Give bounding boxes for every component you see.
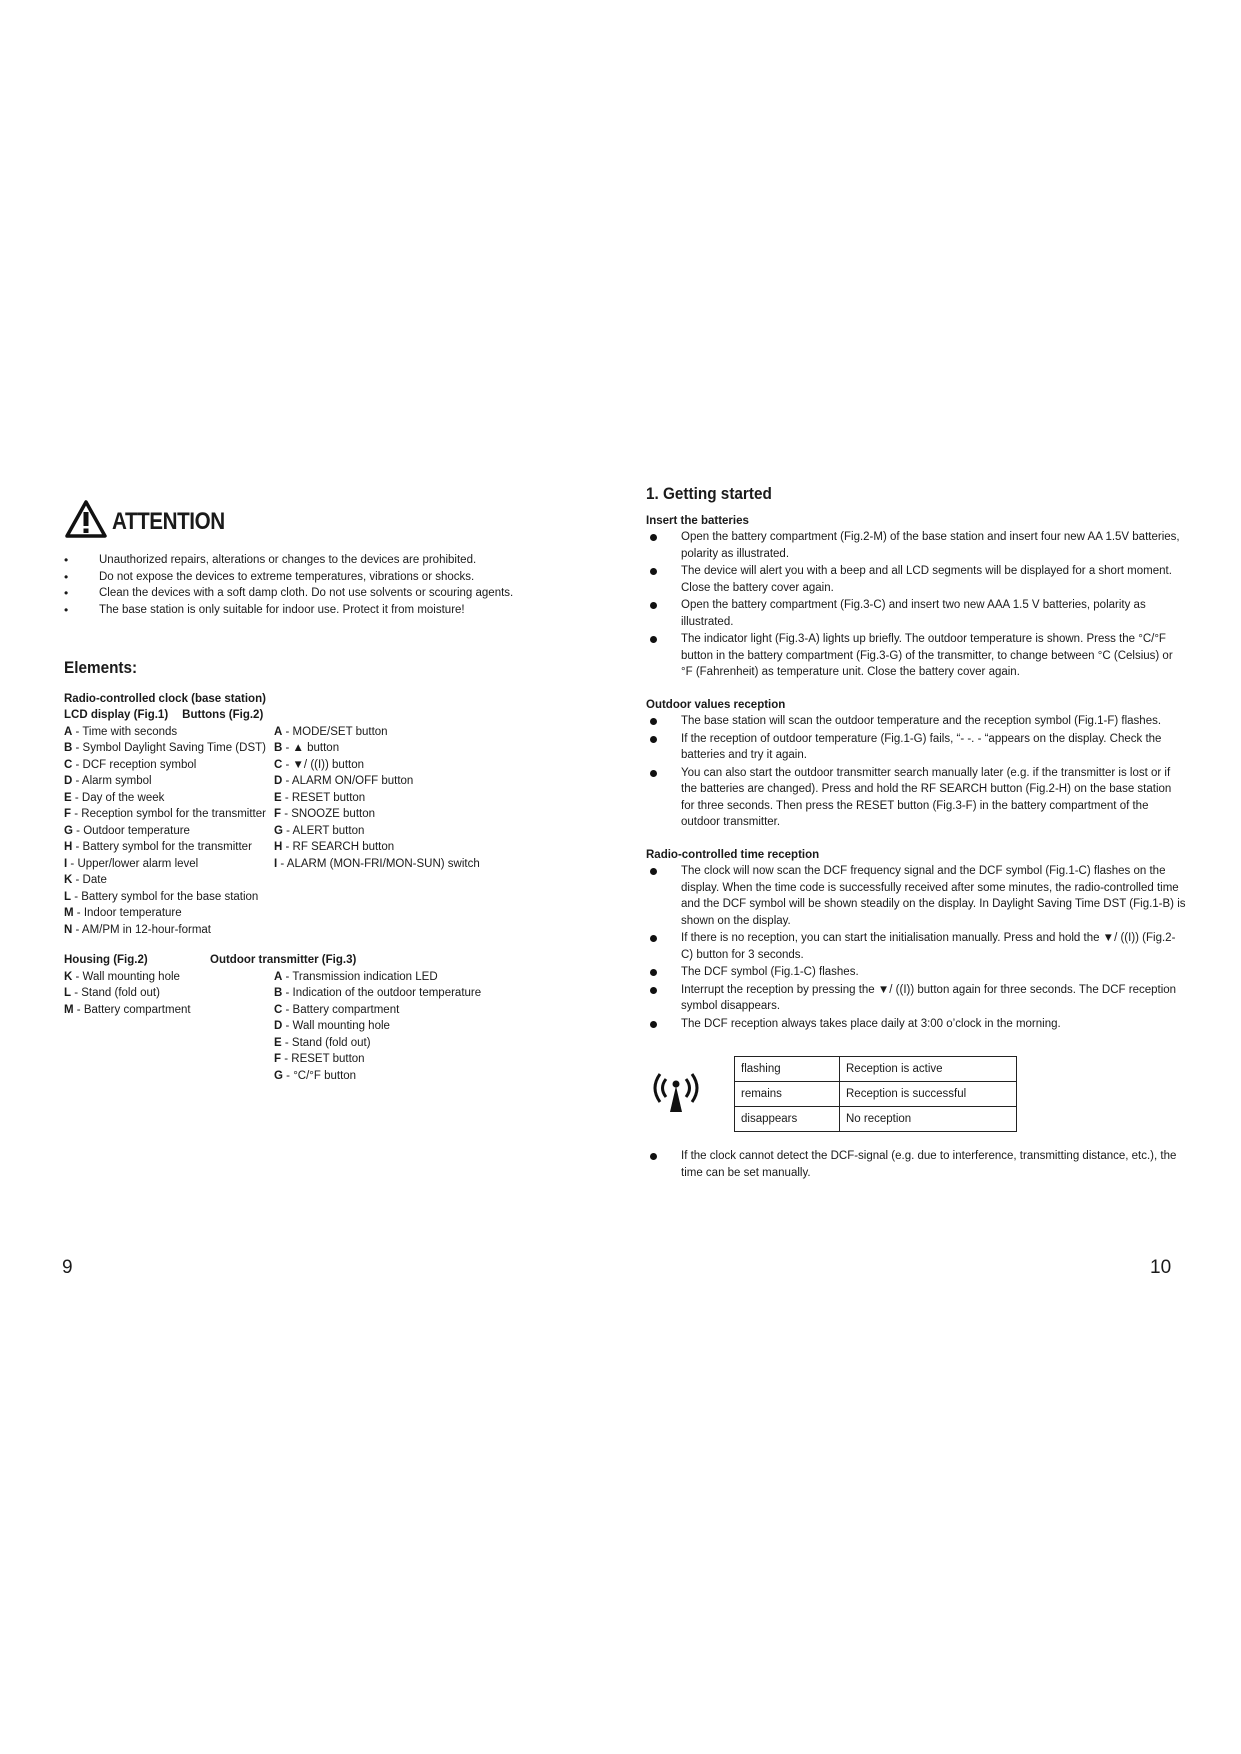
section-heading: Insert the batteries (646, 514, 749, 527)
element-row (64, 1035, 594, 1052)
element-right (274, 969, 594, 986)
element-right (274, 773, 594, 790)
dcf-meaning: No reception (840, 1107, 1017, 1132)
element-letter: A (274, 725, 283, 738)
element-left (64, 1051, 274, 1068)
element-text: Date (82, 874, 107, 886)
element-letter: D (274, 1020, 283, 1032)
element-row (64, 1002, 594, 1019)
dcf-antenna-icon (646, 1066, 734, 1122)
attention-item: • Do not expose the devices to extreme temperatures, vibrations or shocks. (64, 569, 594, 586)
dcf-state: disappears (735, 1107, 840, 1132)
element-left (64, 1068, 274, 1085)
element-row (64, 889, 594, 906)
element-right (274, 790, 594, 807)
element-text: Alarm symbol (81, 775, 152, 787)
final-item: If the clock cannot detect the DCF-signal (e.g. due to interference, transmitting distance, etc.), the time can be set manually. (646, 1148, 1186, 1181)
element-text: Indication of the outdoor temperature (292, 987, 482, 999)
element-left (64, 740, 274, 757)
element-letter: L (64, 987, 72, 999)
housing-transmitter-header (64, 952, 594, 969)
element-row (64, 856, 594, 873)
lcd-buttons-list (64, 724, 594, 939)
element-separator: - (277, 857, 287, 870)
element-row (64, 985, 594, 1002)
dcf-state: flashing (735, 1057, 840, 1082)
element-text: °C/°F button (293, 1069, 357, 1082)
element-left (64, 889, 274, 906)
element-left (64, 872, 274, 889)
element-separator: - (282, 1003, 293, 1016)
element-letter: M (64, 907, 74, 919)
section-item: If there is no reception, you can start the initialisation manually. Press and hold the ▼/ ((I)) (Fig.2-C) button for 3 seconds. (646, 930, 1186, 963)
attention-item: • The base station is only suitable for indoor use. Protect it from moisture! (64, 602, 594, 619)
element-separator: - (281, 1053, 292, 1065)
element-separator: - (72, 758, 83, 771)
lcd-buttons-header (64, 707, 594, 724)
element-separator: - (282, 987, 293, 999)
buttons-title: Buttons (Fig.2) (182, 709, 264, 721)
element-row (64, 872, 594, 889)
element-left (64, 806, 274, 823)
element-letter: N (64, 923, 73, 936)
section-item: The device will alert you with a beep and all LCD segments will be displayed for a short moment. Close the battery cover again. (646, 563, 1186, 596)
element-text: AM/PM in 12-hour-format (81, 923, 212, 936)
element-text: SNOOZE button (291, 808, 375, 820)
element-letter: B (274, 742, 283, 754)
element-separator: - (72, 923, 82, 936)
element-right (274, 856, 594, 873)
element-text: Symbol Daylight Saving Time (DST) (82, 742, 266, 754)
dcf-meaning: Reception is successful (840, 1082, 1017, 1107)
element-right (274, 889, 594, 906)
element-separator: - (71, 808, 82, 820)
element-separator: - (72, 841, 83, 853)
getting-started-title: 1. Getting started (646, 484, 772, 503)
element-separator: - (282, 775, 292, 787)
element-row (64, 1018, 594, 1035)
element-separator: - (281, 791, 292, 804)
element-separator: - (72, 824, 84, 837)
element-right (274, 724, 594, 741)
element-letter: I (274, 857, 278, 870)
element-letter: E (64, 791, 72, 804)
element-letter: K (64, 970, 73, 983)
left-page (64, 498, 594, 1084)
element-left (64, 1018, 274, 1035)
element-letter: C (274, 758, 283, 771)
element-letter: C (274, 1003, 283, 1016)
element-separator: - (282, 1020, 293, 1032)
element-text: Stand (fold out) (81, 987, 160, 999)
element-letter: D (274, 775, 283, 787)
element-row (64, 806, 594, 823)
element-letter: B (64, 742, 73, 754)
element-letter: D (64, 775, 73, 787)
section-item: You can also start the outdoor transmitter search manually later (e.g. if the transmitter is lost or if the batteries are changed). Press and hold the RF SEARCH button (Fig.2-H) on the base station for three seconds. Then press the RESET button (Fig.3-F) in the battery compartment of the outdoor transmitter. (646, 765, 1186, 831)
element-left (64, 790, 274, 807)
element-letter: G (274, 1069, 283, 1082)
transmitter-title: Outdoor transmitter (Fig.3) (210, 954, 357, 966)
element-letter: G (64, 824, 73, 837)
element-text: MODE/SET button (292, 725, 388, 738)
section-list (646, 713, 1186, 831)
element-left (64, 839, 274, 856)
element-left (64, 922, 274, 939)
element-letter: E (274, 1036, 282, 1049)
element-separator: - (72, 874, 83, 886)
element-letter: A (274, 970, 283, 983)
dcf-state: remains (735, 1082, 840, 1107)
section-item: The clock will now scan the DCF frequency signal and the DCF symbol (Fig.1-C) flashes on the display. When the time code is successfully received after some minutes, the radio-controlled time and the DCF symbol will be shown steadily on the display. In Daylight Saving Time DST (Fig.1-B) is shown on the display. (646, 863, 1186, 929)
element-text: Upper/lower alarm level (77, 857, 199, 870)
element-right (274, 1051, 594, 1068)
element-text: Time with seconds (82, 725, 178, 738)
element-separator: - (282, 841, 293, 853)
section-item: The DCF symbol (Fig.1-C) flashes. (646, 964, 1186, 981)
housing-title: Housing (Fig.2) (64, 954, 148, 966)
element-letter: F (274, 1053, 282, 1065)
element-right (274, 1018, 594, 1035)
element-right (274, 757, 594, 774)
element-right (274, 806, 594, 823)
element-separator: - (71, 987, 82, 999)
element-text: Stand (fold out) (291, 1036, 371, 1049)
element-letter: E (274, 791, 282, 804)
base-station-title: Radio-controlled clock (base station) (64, 692, 266, 705)
section-item: The indicator light (Fig.3-A) lights up briefly. The outdoor temperature is shown. Press the °C/°F button in the battery compartment (Fig.3-G) of the transmitter, to change between °C (Celsius) or °F (Fahrenheit) as temperature unit. Close the battery cover again. (646, 631, 1186, 681)
element-right (274, 922, 594, 939)
element-text: Indoor temperature (83, 907, 182, 919)
element-letter: C (64, 758, 73, 771)
element-text: RESET button (291, 791, 366, 804)
element-left (64, 757, 274, 774)
element-left (64, 905, 274, 922)
element-left (64, 969, 274, 986)
element-text: Reception symbol for the transmitter (81, 808, 266, 820)
element-row (64, 773, 594, 790)
element-letter: G (274, 824, 283, 837)
element-left (64, 985, 274, 1002)
getting-started-sections (646, 513, 1186, 1033)
element-row (64, 790, 594, 807)
element-letter: F (64, 808, 72, 820)
dcf-meaning: Reception is active (840, 1057, 1017, 1082)
section (646, 697, 1186, 831)
section-item: If the reception of outdoor temperature (Fig.1-G) fails, “- -. - “appears on the display. Check the batteries and try it again. (646, 731, 1186, 764)
attention-item: • Unauthorized repairs, alterations or changes to the devices are prohibited. (64, 552, 594, 569)
element-text: ALARM (MON-FRI/MON-SUN) switch (286, 857, 480, 870)
element-letter: L (64, 890, 72, 903)
element-right (274, 823, 594, 840)
element-separator: - (71, 791, 82, 804)
element-separator: - (67, 857, 78, 870)
element-left (64, 724, 274, 741)
element-separator: - (72, 970, 83, 983)
element-right (274, 872, 594, 889)
element-separator: - (71, 890, 82, 903)
right-page (646, 486, 1186, 1182)
lcd-title: LCD display (Fig.1) (64, 709, 169, 721)
dcf-status-table (734, 1056, 1017, 1132)
page-number-right: 10 (1150, 1257, 1172, 1278)
element-text: RESET button (291, 1053, 365, 1065)
element-row (64, 839, 594, 856)
section-heading: Radio-controlled time reception (646, 848, 820, 861)
element-separator: - (282, 970, 293, 983)
element-left (64, 773, 274, 790)
section-list (646, 529, 1186, 681)
element-right (274, 1002, 594, 1019)
element-row (64, 922, 594, 939)
element-right (274, 839, 594, 856)
element-text: Battery compartment (83, 1003, 191, 1016)
element-separator: - (282, 725, 293, 738)
attention-list (64, 552, 594, 618)
element-separator: - (72, 725, 83, 738)
element-text: Transmission indication LED (292, 970, 438, 983)
warning-triangle-icon (64, 499, 108, 545)
section-item: Open the battery compartment (Fig.2-M) of the base station and insert four new AA 1.5V batteries, polarity as illustrated. (646, 529, 1186, 562)
element-separator: - (282, 742, 293, 754)
element-text: ▼/ ((I)) button (292, 758, 365, 771)
element-text: Battery compartment (292, 1003, 400, 1016)
dcf-row (735, 1082, 1017, 1107)
element-letter: M (64, 1003, 74, 1016)
element-left (64, 856, 274, 873)
element-left (64, 1035, 274, 1052)
element-letter: I (64, 857, 68, 870)
element-letter: K (64, 874, 73, 886)
element-row (64, 1068, 594, 1085)
element-right (274, 740, 594, 757)
page-number-left: 9 (62, 1257, 73, 1278)
attention-header (64, 498, 594, 546)
element-letter: B (274, 987, 283, 999)
element-separator: - (281, 808, 292, 820)
element-row (64, 969, 594, 986)
dcf-row (735, 1057, 1017, 1082)
element-row (64, 823, 594, 840)
element-letter: H (64, 841, 73, 853)
element-letter: A (64, 725, 73, 738)
element-text: Day of the week (81, 791, 165, 804)
housing-transmitter-list (64, 969, 594, 1085)
element-right (274, 1068, 594, 1085)
section (646, 513, 1186, 681)
section-item: The base station will scan the outdoor temperature and the reception symbol (Fig.1-F) flashes. (646, 713, 1186, 730)
element-text: Battery symbol for the base station (81, 890, 259, 903)
element-right (274, 985, 594, 1002)
element-separator: - (282, 758, 293, 771)
section-item: Open the battery compartment (Fig.3-C) and insert two new AAA 1.5 V batteries, polarity as illustrated. (646, 597, 1186, 630)
element-text: ALERT button (292, 824, 365, 837)
element-right (274, 1035, 594, 1052)
element-text: Outdoor temperature (83, 824, 190, 837)
element-separator: - (73, 1003, 84, 1016)
dcf-row (735, 1107, 1017, 1132)
element-right (274, 905, 594, 922)
section (646, 847, 1186, 1033)
element-separator: - (282, 1069, 294, 1082)
element-separator: - (72, 742, 83, 754)
element-letter: F (274, 808, 282, 820)
attention-item: • Clean the devices with a soft damp cloth. Do not use solvents or scouring agents. (64, 585, 594, 602)
section-item: Interrupt the reception by pressing the ▼/ ((I)) button again for three seconds. The DCF reception symbol disappears. (646, 982, 1186, 1015)
final-list (646, 1148, 1186, 1181)
dcf-table-area (646, 1056, 1186, 1132)
element-text: RF SEARCH button (292, 841, 395, 853)
element-row (64, 740, 594, 757)
section-heading: Outdoor values reception (646, 698, 786, 711)
element-separator: - (72, 775, 82, 787)
element-text: ▲ button (292, 742, 340, 754)
element-left (64, 823, 274, 840)
element-row (64, 1051, 594, 1068)
section-list (646, 863, 1186, 1032)
attention-title: ATTENTION (112, 507, 225, 535)
element-row (64, 905, 594, 922)
element-row (64, 757, 594, 774)
element-text: Wall mounting hole (292, 1020, 390, 1032)
element-text: Battery symbol for the transmitter (82, 841, 252, 853)
section-item: The DCF reception always takes place daily at 3:00 o’clock in the morning. (646, 1016, 1186, 1033)
element-text: Wall mounting hole (82, 970, 180, 983)
element-left (64, 1002, 274, 1019)
element-separator: - (282, 824, 293, 837)
element-row (64, 724, 594, 741)
element-letter: H (274, 841, 283, 853)
element-text: DCF reception symbol (82, 758, 197, 771)
element-separator: - (73, 907, 84, 919)
elements-title: Elements: (64, 658, 138, 677)
element-separator: - (281, 1036, 292, 1049)
element-text: ALARM ON/OFF button (291, 775, 414, 787)
